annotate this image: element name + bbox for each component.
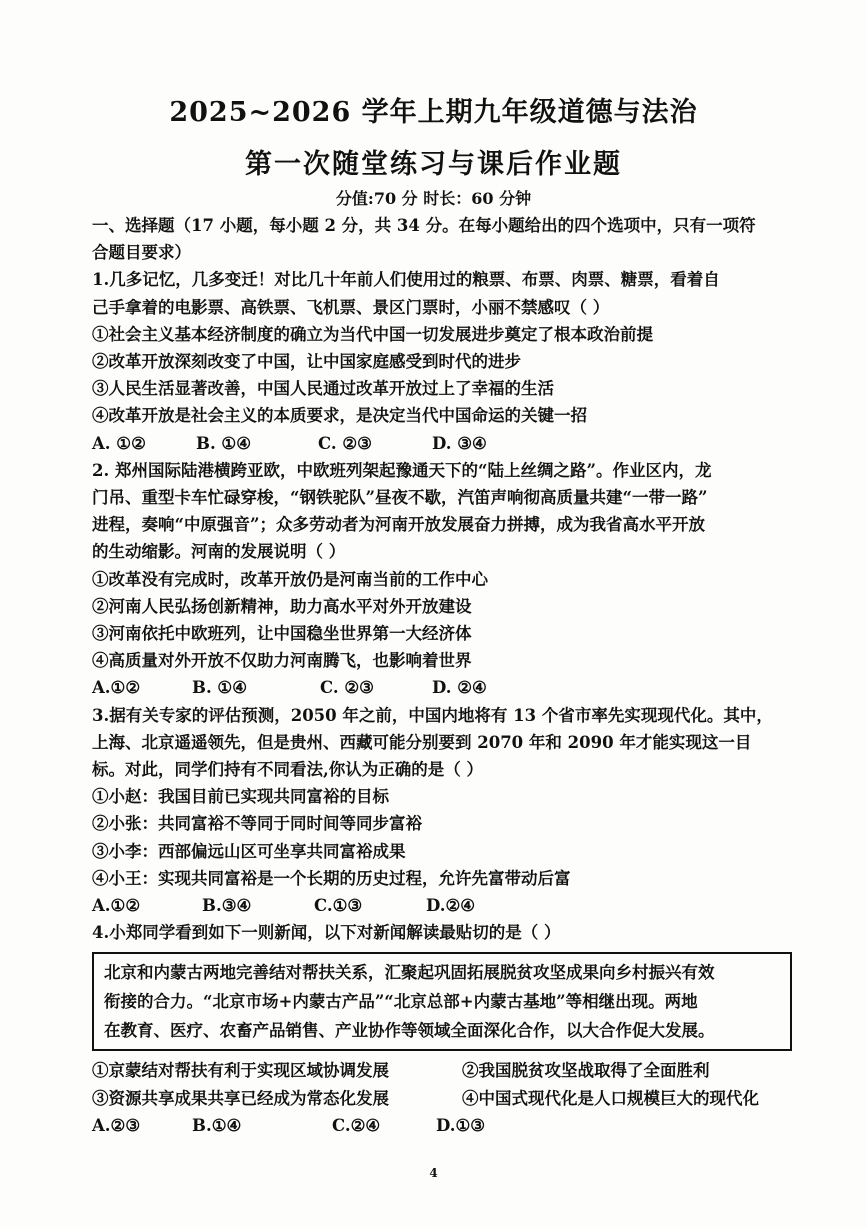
q2-options [92, 674, 812, 701]
page-number: 4 [429, 1166, 438, 1180]
q3-option-a: A.①② [92, 896, 141, 916]
q4-stem: 4.小郑同学看到如下一则新闻，以下对新闻解读最贴切的是（ ） [92, 923, 561, 943]
news-text: 在教育、医疗、农畜产品销售、产业协作等领域全面深化合作，以大合作促大发展。 [104, 1021, 715, 1041]
q1-option-b: B. ①④ [196, 433, 252, 453]
news-text: 衔接的合力。“北京市场+内蒙古产品”“北京总部+内蒙古基地”等相继出现。两地 [104, 992, 698, 1012]
section-heading: 一、选择题（17 小题，每小题 2 分，共 34 分。在每小题给出的四个选项中，只有一项符 [92, 216, 756, 235]
q1-statement: ①社会主义基本经济制度的确立为当代中国一切发展进步奠定了根本政治前提 [92, 324, 653, 344]
question-3 [92, 702, 812, 920]
q1-statement: ②改革开放深刻改变了中国，让中国家庭感受到时代的进步 [92, 352, 521, 372]
q1-stem: 己手拿着的电影票、高铁票、飞机票、景区门票时，小丽不禁感叹（ ） [92, 297, 610, 317]
q3-statement: ③小李：西部偏远山区可坐享共同富裕成果 [92, 841, 406, 861]
news-box [92, 952, 792, 1051]
q2-option-b: B. ①④ [192, 678, 248, 698]
q1-options [92, 430, 812, 457]
q3-option-d: D.②④ [426, 896, 476, 916]
exam-meta: 分值:70 分 时长：60 分钟 [335, 189, 532, 208]
q4-options [92, 1112, 812, 1139]
q2-option-a: A.①② [92, 678, 141, 698]
q1-statement: ④改革开放是社会主义的本质要求，是决定当代中国命运的关键一招 [92, 406, 587, 426]
news-text: 北京和内蒙古两地完善结对帮扶关系，汇聚起巩固拓展脱贫攻坚成果向乡村振兴有效 [104, 963, 715, 983]
q3-statement: ①小赵：我国目前已实现共同富裕的目标 [92, 787, 389, 807]
q3-statement: ④小王：实现共同富裕是一个长期的历史过程，允许先富带动后富 [92, 868, 571, 888]
q4-statement-row [92, 1057, 812, 1084]
q3-stem: 标。对此，同学们持有不同看法,你认为正确的是（ ） [92, 760, 483, 780]
q2-statement: ①改革没有完成时，改革开放仍是河南当前的工作中心 [92, 569, 488, 589]
q3-option-b: B.③④ [202, 896, 252, 916]
q2-statement: ②河南人民弘扬创新精神，助力高水平对外开放建设 [92, 596, 472, 616]
q4-option-c: C.②④ [332, 1115, 381, 1135]
q2-stem: 的生动缩影。河南的发展说明（ ） [92, 542, 346, 562]
question-4 [92, 919, 812, 1139]
q4-statement-row [92, 1085, 812, 1112]
q2-stem: 门吊、重型卡车忙碌穿梭，“钢铁驼队”昼夜不歇，汽笛声响彻高质量共建“一带一路” [92, 488, 708, 508]
q1-option-a: A. ①② [92, 433, 146, 453]
q4-statement: ①京蒙结对帮扶有利于实现区域协调发展 [92, 1061, 389, 1081]
q2-option-c: C. ②③ [320, 678, 374, 698]
exam-subtitle: 第一次随堂练习与课后作业题 [245, 149, 622, 180]
q3-stem: 上海、北京遥遥领先，但是贵州、西藏可能分别要到 2070 年和 2090 年才能实现这一目 [92, 732, 752, 752]
q3-option-c: C.①③ [314, 896, 363, 916]
q1-option-c: C. ②③ [318, 433, 372, 453]
q3-options [92, 892, 812, 919]
q4-option-b: B.①④ [192, 1115, 242, 1135]
q4-option-a: A.②③ [92, 1115, 141, 1135]
section-heading-cont: 合题目要求） [92, 243, 191, 263]
q2-stem: 2. 郑州国际陆港横跨亚欧，中欧班列架起豫通天下的“陆上丝绸之路”。作业区内，龙 [92, 460, 712, 480]
q2-option-d: D. ②④ [432, 678, 487, 698]
q3-statement: ②小张：共同富裕不等同于同时间等同步富裕 [92, 814, 422, 834]
q2-stem: 进程，奏响“中原强音”；众多劳动者为河南开放发展奋力拼搏，成为我省高水平开放 [92, 515, 705, 535]
q1-stem: 1.几多记忆，几多变迁！对比几十年前人们使用过的粮票、布票、肉票、糖票，看着自 [92, 270, 720, 290]
q2-statement: ④高质量对外开放不仅助力河南腾飞，也影响着世界 [92, 651, 472, 671]
exam-title: 2025~2026 学年上期九年级道德与法治 [169, 97, 698, 128]
q4-statement: ④中国式现代化是人口规模巨大的现代化 [462, 1088, 759, 1108]
q2-statement: ③河南依托中欧班列，让中国稳坐世界第一大经济体 [92, 624, 472, 644]
question-2 [92, 457, 812, 702]
question-1 [92, 266, 812, 456]
q3-stem: 3.据有关专家的评估预测，2050 年之前，中国内地将有 13 个省市率先实现现代化。其中， [92, 705, 773, 725]
q4-option-d: D.①③ [436, 1115, 486, 1135]
q1-option-d: D. ③④ [432, 433, 487, 453]
exam-body [92, 212, 812, 1139]
q4-statement: ③资源共享成果共享已经成为常态化发展 [92, 1088, 389, 1108]
q1-statement: ③人民生活显著改善，中国人民通过改革开放过上了幸福的生活 [92, 379, 554, 399]
q4-statement: ②我国脱贫攻坚战取得了全面胜利 [462, 1061, 710, 1081]
